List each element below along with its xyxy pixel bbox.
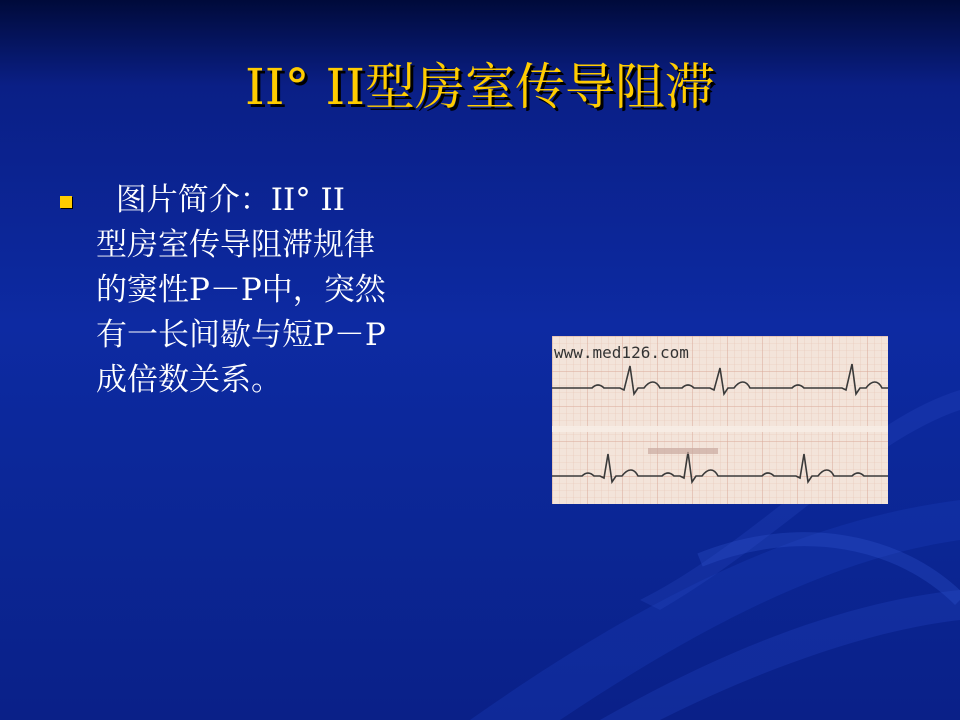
body-line-4: 有一长间歇与短P－P (96, 317, 386, 353)
body-line-1: 图片简介：II° II (96, 182, 346, 218)
slide-title: II° II型房室传导阻滞 (245, 58, 715, 116)
ecg-watermark: www.med126.com (554, 343, 689, 362)
body-line-5: 成倍数关系。 (96, 362, 282, 398)
slide-body-text (96, 178, 441, 403)
body-line-3: 的窦性P－P中，突然 (96, 272, 386, 308)
bullet-square-icon (60, 196, 72, 208)
body-line-2: 型房室传导阻滞规律 (96, 227, 375, 263)
ecg-image (552, 336, 888, 504)
